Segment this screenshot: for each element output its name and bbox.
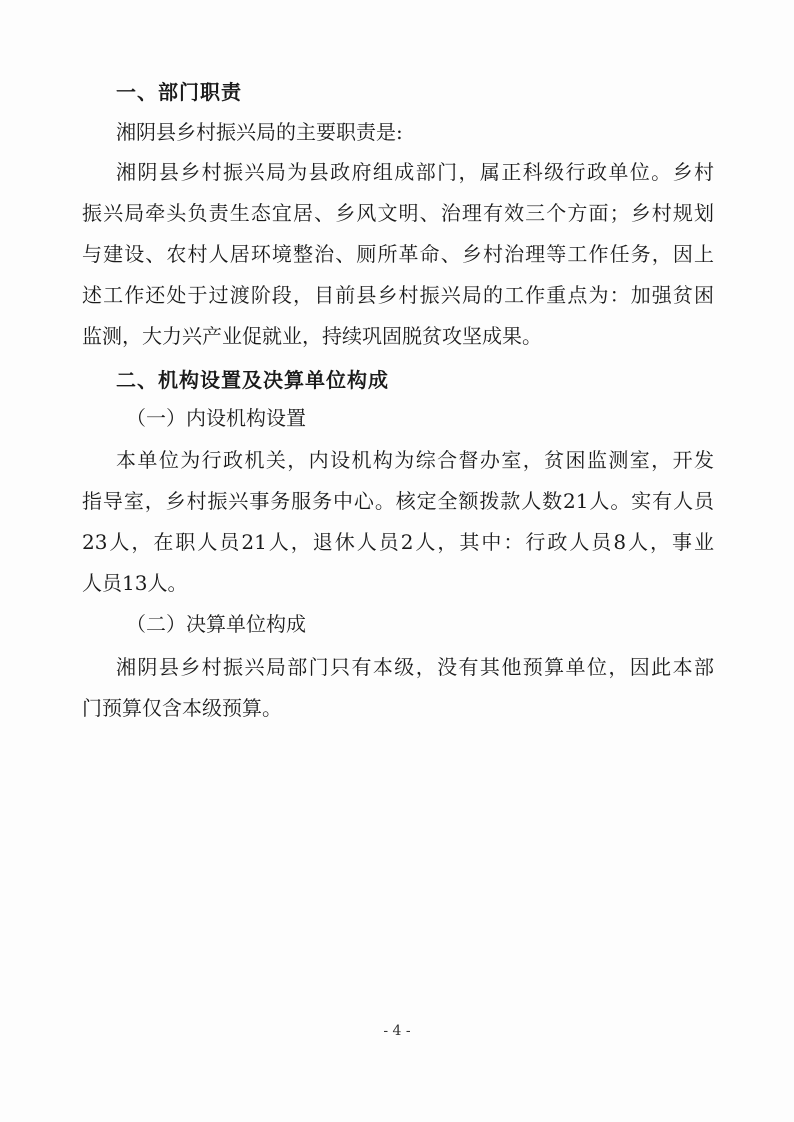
section1-heading: 一、部门职责 <box>116 80 242 104</box>
section1-paragraph-line: 述工作还处于过渡阶段，目前县乡村振兴局的工作重点为：加强贫困 <box>82 283 714 307</box>
subsection1-paragraph-line: 指导室，乡村振兴事务服务中心。核定全额拨款人数21人。实有人员 <box>82 489 714 513</box>
section2-heading: 二、机构设置及决算单位构成 <box>116 368 389 392</box>
section1-paragraph-line: 振兴局牵头负责生态宜居、乡风文明、治理有效三个方面；乡村规划 <box>82 201 714 225</box>
section1-paragraph-line: 监测，大力兴产业促就业，持续巩固脱贫攻坚成果。 <box>82 324 542 348</box>
subsection1-heading: （一）内设机构设置 <box>126 406 306 430</box>
subsection1-paragraph-line: 本单位为行政机关，内设机构为综合督办室，贫困监测室，开发 <box>116 448 714 472</box>
section1-intro: 湘阴县乡村振兴局的主要职责是: <box>116 120 403 144</box>
subsection2-heading: （二）决算单位构成 <box>126 612 306 636</box>
section1-paragraph-line: 与建设、农村人居环境整治、厕所革命、乡村治理等工作任务，因上 <box>82 242 714 266</box>
subsection2-paragraph-line: 湘阴县乡村振兴局部门只有本级，没有其他预算单位，因此本部 <box>116 655 714 679</box>
subsection1-paragraph-line: 人员13人。 <box>82 571 188 595</box>
subsection2-paragraph-line: 门预算仅含本级预算。 <box>82 696 282 720</box>
section1-paragraph-line: 湘阴县乡村振兴局为县政府组成部门，属正科级行政单位。乡村 <box>116 160 714 184</box>
subsection1-paragraph-line: 23人，在职人员21人，退休人员2人，其中：行政人员8人，事业 <box>82 530 714 554</box>
page-number: - 4 - <box>383 1023 411 1039</box>
